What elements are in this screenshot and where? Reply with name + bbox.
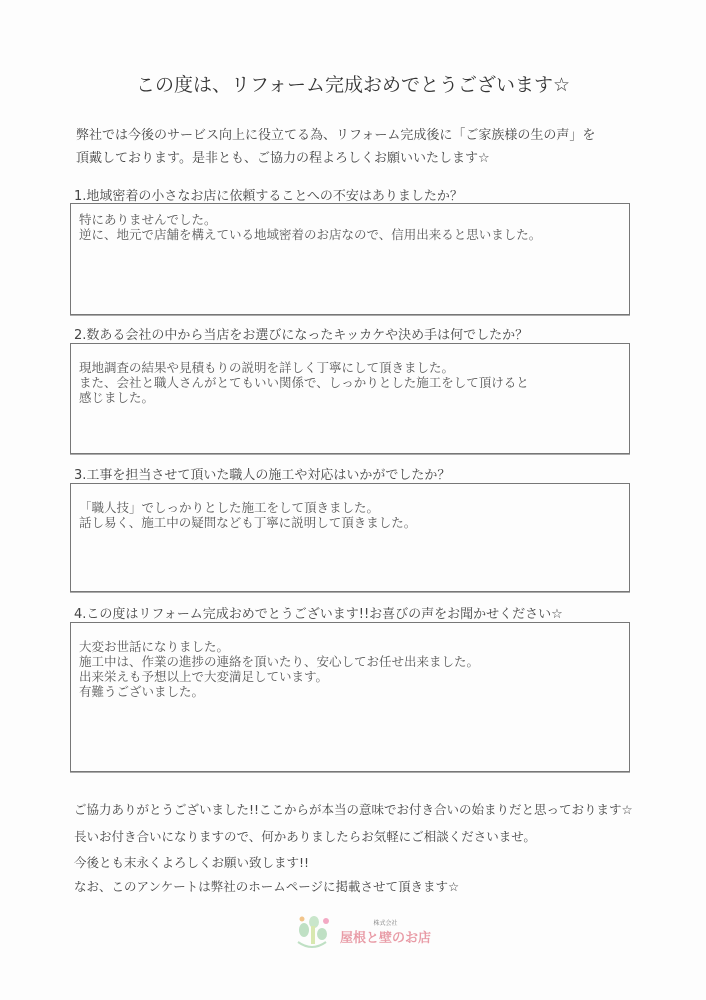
question-2: 2.数ある会社の中から当店をお選びになったキッカケや決め手は何でしたか？ — [74, 328, 529, 343]
answer-box-4 — [70, 622, 630, 772]
answer-line: 大変お世話になりました。 — [79, 639, 230, 654]
answer-line: 感じました。 — [79, 390, 155, 405]
footer-line-1: ご協力ありがとうございました!!ここからが本当の意味でお付き合いの始まりだと思っております☆ — [74, 802, 633, 817]
answer-line: 施工中は、作業の進捗の連絡を頂いたり、安心してお任せ出来ました。 — [79, 654, 480, 669]
question-4: 4.この度はリフォーム完成おめでとうございます!!お喜びの声をお聞かせください☆ — [74, 607, 563, 622]
intro-line-2: 頂戴しております。是非とも、ご協力の程よろしくお願いいたします☆ — [76, 151, 490, 166]
question-3: 3.工事を担当させて頂いた職人の施工や対応はいかがでしたか？ — [74, 468, 451, 483]
answer-line: 出来栄えも予想以上で大変満足しています。 — [79, 669, 329, 684]
page-title: この度は、リフォーム完成おめでとうございます☆ — [135, 74, 571, 96]
answer-box-2 — [70, 343, 630, 454]
company-logo — [292, 912, 431, 952]
answer-line: 有難うございました。 — [79, 684, 205, 699]
footer-line-4: なお、このアンケートは弊社のホームページに掲載させて頂きます☆ — [74, 879, 460, 894]
answer-line: また、会社と職人さんがとてもいい関係で、しっかりとした施工をして頂けると — [79, 375, 529, 390]
logo-corp-label: 株式会社 — [373, 920, 398, 927]
footer-line-2: 長いお付き合いになりますので、何かありましたらお気軽にご相談くださいませ。 — [74, 829, 536, 844]
answer-line: 現地調査の結果や見積もりの説明を詳しく丁寧にして頂きました。 — [79, 360, 455, 375]
answer-box-3 — [70, 483, 630, 592]
question-1: 1.地域密着の小さなお店に依頼することへの不安はありましたか？ — [74, 189, 463, 204]
footer-line-3: 今後とも末永くよろしくお願い致します!! — [74, 855, 310, 870]
answer-line: 話し易く、施工中の疑問なども丁寧に説明して頂きました。 — [79, 515, 417, 530]
answer-box-1 — [70, 203, 630, 315]
answer-line: 特にありませんでした。 — [79, 212, 217, 227]
intro-line-1: 弊社では今後のサービス向上に役立てる為、リフォーム完成後に「ご家族様の生の声」を — [76, 128, 596, 143]
tree-logo-icon — [292, 912, 332, 952]
answer-line: 「職人技」でしっかりとした施工をして頂きました。 — [79, 500, 380, 515]
logo-company-name: 屋根と壁のお店 — [340, 931, 432, 946]
answer-line: 逆に、地元で店舗を構えている地域密着のお店なので、信用出来ると思いました。 — [79, 227, 542, 242]
